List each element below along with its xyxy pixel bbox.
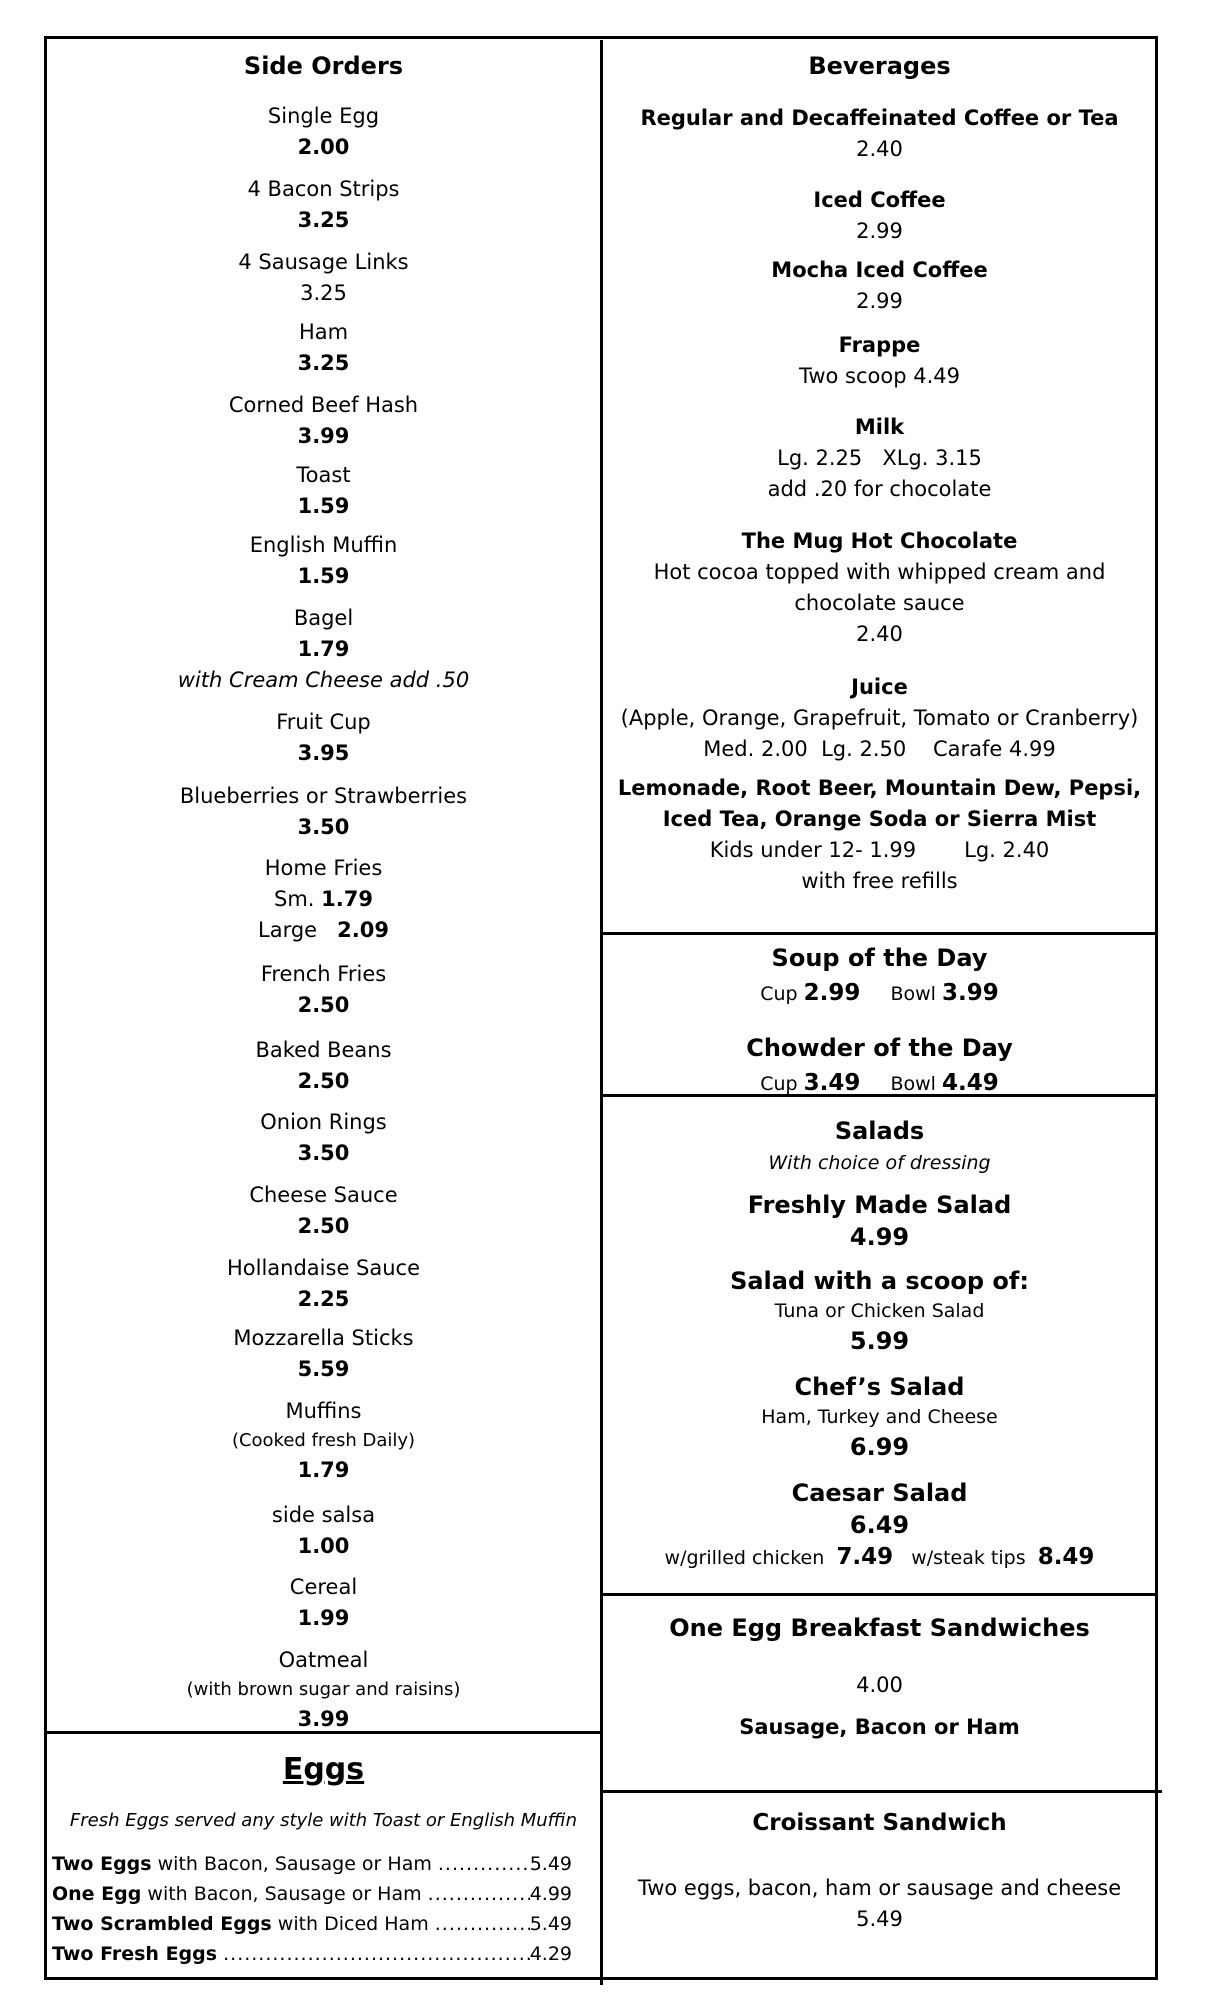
- menu-item: Muffins (Cooked fresh Daily) 1.79: [231, 1399, 416, 1482]
- one-egg-title: One Egg Breakfast Sandwiches: [669, 1614, 1090, 1642]
- menu-item: Onion Rings 3.50: [260, 1110, 387, 1165]
- menu-item: Mocha Iced Coffee 2.99: [771, 258, 988, 313]
- menu-item: Iced Coffee 2.99: [813, 188, 946, 243]
- leader-dots: [428, 1879, 530, 1909]
- leader-dots: [435, 1909, 530, 1939]
- menu-item: English Muffin 1.59: [249, 533, 398, 588]
- soup-prices: Cup 2.99 Bowl 3.99: [760, 980, 999, 1006]
- menu-item: Cheese Sauce 2.50: [249, 1183, 398, 1238]
- menu-item: Oatmeal (with brown sugar and raisins) 3.99: [186, 1648, 461, 1731]
- croissant-title: Croissant Sandwich: [752, 1810, 1007, 1836]
- side-orders-title: Side Orders: [243, 52, 404, 80]
- menu-item: The Mug Hot Chocolate Hot cocoa topped with whipped cream and chocolate sauce 2.40: [653, 529, 1106, 646]
- chowder-prices: Cup 3.49 Bowl 4.49: [760, 1070, 999, 1096]
- menu-item: Hollandaise Sauce 2.25: [226, 1256, 421, 1311]
- soup-section: [603, 935, 1156, 1095]
- menu-item: 4 Sausage Links 3.25: [238, 250, 409, 305]
- soup-title: Soup of the Day: [771, 944, 988, 972]
- menu-item: Blueberries or Strawberries 3.50: [179, 784, 468, 839]
- menu-item: Toast 1.59: [296, 463, 351, 518]
- menu-item: Frappe Two scoop 4.49: [799, 333, 960, 388]
- eggs-title: Eggs: [282, 1752, 365, 1787]
- croissant-section: [603, 1793, 1156, 1983]
- beverages-title: Beverages: [808, 52, 951, 80]
- croissant-desc: Two eggs, bacon, ham or sausage and cheese 5.49: [637, 1876, 1122, 1931]
- menu-item: Baked Beans 2.50: [255, 1038, 392, 1093]
- menu-item: Two Eggs with Bacon, Sausage or Ham ..... 5.49: [52, 1849, 572, 1879]
- one-egg-price: 4.00: [856, 1673, 903, 1697]
- chowder-title: Chowder of the Day: [746, 1034, 1013, 1062]
- menu-item: Regular and Decaffeinated Coffee or Tea 2.40: [640, 106, 1119, 161]
- menu-item: Juice (Apple, Orange, Grapefruit, Tomato or Cranberry) Med. 2.00 Lg. 2.50 Carafe 4.99: [620, 675, 1139, 761]
- menu-item: Milk Lg. 2.25 XLg. 3.15 add .20 for chocolate: [767, 415, 992, 501]
- salads-subtitle: With choice of dressing: [768, 1152, 991, 1174]
- menu-item: Corned Beef Hash 3.99: [228, 393, 419, 448]
- menu-item: Two Fresh Eggs ..... 4.29: [52, 1939, 572, 1969]
- menu-item: side salsa 1.00: [271, 1503, 376, 1558]
- menu-item: One Egg with Bacon, Sausage or Ham ..... 4.99: [52, 1879, 572, 1909]
- leader-dots: [223, 1939, 530, 1969]
- one-egg-options: Sausage, Bacon or Ham: [739, 1715, 1020, 1739]
- menu-item: Cereal 1.99: [289, 1575, 358, 1630]
- salads-section: [603, 1097, 1156, 1593]
- menu-item: Two Scrambled Eggs with Diced Ham ..... 5.49: [52, 1909, 572, 1939]
- leader-dots: [438, 1849, 530, 1879]
- menu-item: 4 Bacon Strips 3.25: [247, 177, 400, 232]
- menu-item: French Fries 2.50: [260, 962, 387, 1017]
- menu-item: Home Fries Sm. 1.79 Large 2.09: [258, 856, 389, 942]
- menu-item: Freshly Made Salad 4.99: [747, 1191, 1012, 1251]
- menu-item: Ham 3.25: [297, 320, 350, 375]
- beverages-section: [603, 0, 1156, 932]
- salads-title: Salads: [834, 1117, 925, 1145]
- menu-item: Caesar Salad 6.49 w/grilled chicken 7.49 w/steak tips 8.49: [664, 1479, 1095, 1570]
- menu-item: Single Egg 2.00: [267, 104, 380, 159]
- menu-item: Bagel 1.79 with Cream Cheese add .50: [177, 606, 470, 692]
- eggs-subtitle: Fresh Eggs served any style with Toast or English Muffin: [69, 1810, 578, 1831]
- one-egg-section: [603, 1596, 1156, 1790]
- menu-item: Chef’s Salad Ham, Turkey and Cheese 6.99: [761, 1373, 998, 1461]
- side-orders-section: [47, 0, 600, 1730]
- menu-item: Mozzarella Sticks 5.59: [233, 1326, 414, 1381]
- menu-item: Fruit Cup 3.95: [276, 710, 371, 765]
- menu-item: Lemonade, Root Beer, Mountain Dew, Pepsi, Iced Tea, Orange Soda or Sierra Mist Kids under 12- 1.99 Lg. 2.40 with free refills: [617, 776, 1142, 893]
- menu-item: Salad with a scoop of: Tuna or Chicken Salad 5.99: [730, 1267, 1029, 1355]
